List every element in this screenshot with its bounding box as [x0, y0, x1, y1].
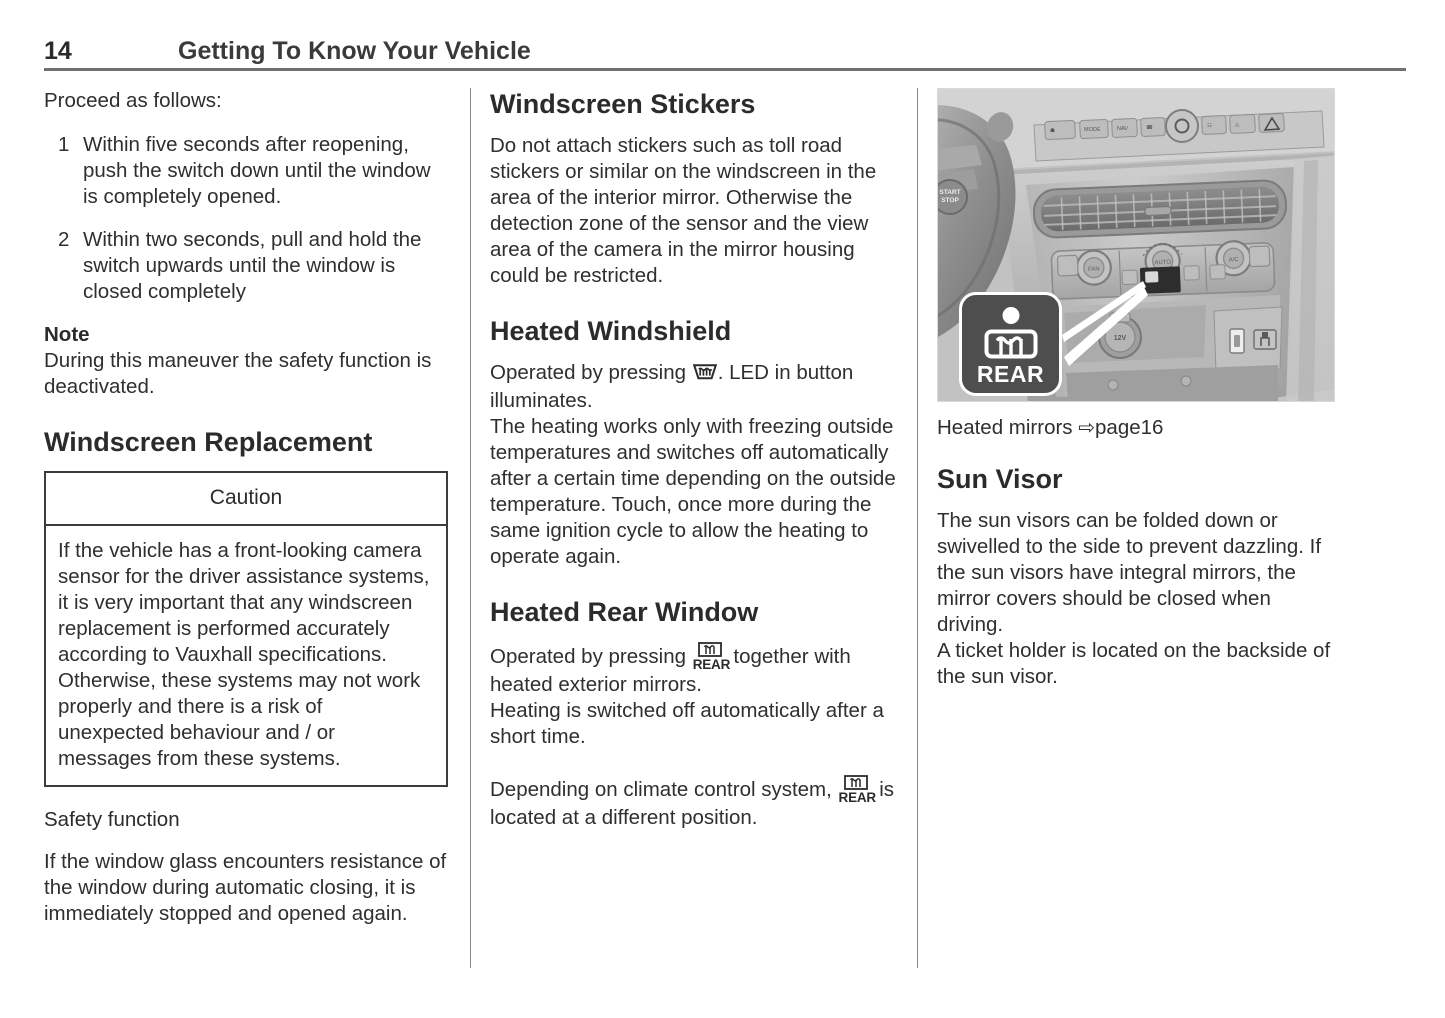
- step-text: Within two seconds, pull and hold the switch upwards until the window is closed completely: [83, 228, 422, 303]
- heated-rear-pos-post: is located at a different position.: [490, 778, 895, 829]
- heated-windshield-icon: [692, 362, 718, 388]
- section-title-heated-rear-window: Heated Rear Window: [490, 597, 759, 627]
- heated-windshield-operation-text: [490, 360, 900, 414]
- step-number: 2: [58, 228, 70, 251]
- svg-text:◬: ◬: [1235, 122, 1240, 128]
- svg-text:FAN: FAN: [1087, 266, 1100, 273]
- heated-rear-icon-label: REAR: [692, 657, 731, 672]
- svg-text:☷: ☷: [1207, 123, 1212, 129]
- console-photo: [937, 88, 1335, 402]
- safety-function-heading: Safety function: [44, 808, 180, 831]
- heated-rear-window-icon: [838, 774, 876, 805]
- step-text: Within five seconds after reopening, push the switch down until the window is completely opened.: [83, 133, 431, 208]
- header-divider: [44, 68, 1406, 71]
- heated-windshield-op-pre: Operated by pressing: [490, 361, 692, 384]
- proceed-lead-text: Proceed as follows:: [44, 89, 222, 112]
- windscreen-stickers-text: Do not attach stickers such as toll road stickers or similar on the windscreen in the area of the interior mirror. Otherwise the detection zone of the sensor and the view area of the camera in the mirror housing could be restricted.: [490, 134, 877, 287]
- list-item: [44, 227, 448, 305]
- section-title-heated-windshield: Heated Windshield: [490, 316, 732, 346]
- note-heading: Note: [44, 323, 90, 346]
- page-number: 14: [44, 37, 72, 65]
- svg-text:AUTO: AUTO: [1154, 259, 1172, 267]
- caption-page-ref[interactable]: page16: [1095, 416, 1164, 439]
- column-divider-2: [917, 88, 918, 968]
- svg-text:☎: ☎: [1146, 125, 1153, 131]
- section-title-windscreen-replacement: Windscreen Replacement: [44, 427, 373, 457]
- step-number: 1: [58, 133, 70, 156]
- svg-text:NAV: NAV: [1117, 126, 1128, 132]
- heated-windshield-op-post: . LED in button illuminates.: [490, 361, 854, 412]
- rear-defrost-callout: [959, 292, 1062, 396]
- content-column-3: [937, 88, 1341, 690]
- cross-reference-arrow-icon: ⇨: [1078, 417, 1096, 439]
- callout-label: REAR: [976, 361, 1045, 387]
- page-title: Getting To Know Your Vehicle: [178, 37, 531, 65]
- heated-rear-auto-off-text: Heating is switched off automatically after a short time.: [490, 699, 884, 748]
- svg-text:STOP: STOP: [941, 197, 959, 204]
- svg-text:12V: 12V: [1113, 335, 1127, 342]
- page-header: [44, 36, 1406, 70]
- svg-text:START: START: [939, 189, 961, 196]
- photo-caption: [937, 415, 1341, 441]
- note-text: During this maneuver the safety function is deactivated.: [44, 349, 432, 398]
- sun-visor-ticket-holder-text: A ticket holder is located on the backside of the sun visor.: [937, 639, 1331, 688]
- section-title-windscreen-stickers: Windscreen Stickers: [490, 89, 756, 119]
- section-title-sun-visor: Sun Visor: [937, 464, 1063, 494]
- svg-text:A/C: A/C: [1228, 257, 1239, 264]
- caption-pre: Heated mirrors: [937, 416, 1079, 439]
- content-column-1: [44, 88, 448, 927]
- heated-rear-pos-pre: Depending on climate control system,: [490, 778, 838, 801]
- heated-rear-op-pre: Operated by pressing: [490, 645, 692, 668]
- caution-box: [44, 471, 448, 787]
- heated-rear-window-icon: [692, 641, 731, 672]
- numbered-steps-list: [44, 132, 448, 305]
- heated-rear-operation-text: [490, 641, 900, 698]
- caution-heading: Caution: [46, 473, 446, 526]
- sun-visor-text: The sun visors can be folded down or swivelled to the side to prevent dazzling. If the sun visors have integral mirrors, the mirror covers should be closed when driving.: [937, 509, 1322, 636]
- heated-rear-position-text: [490, 774, 900, 831]
- content-column-2: [490, 88, 900, 831]
- safety-function-text: If the window glass encounters resistance of the window during automatic closing, it is immediately stopped and opened again.: [44, 850, 447, 925]
- svg-text:MODE: MODE: [1084, 127, 1101, 133]
- heated-windshield-detail-text: The heating works only with freezing outside temperatures and switches off automatically after a certain time depending on the outside temperature. Touch, once more during the same ignition cycle to allow the heating to operate again.: [490, 415, 896, 568]
- column-divider-1: [470, 88, 471, 968]
- list-item: [44, 132, 448, 210]
- caution-body-text: If the vehicle has a front-looking camera sensor for the driver assistance systems, it is very important that any windscreen replacement is performed accurately according to Vauxhall specifications. Otherwise, these systems may not work properly and there is a risk of unexpected behaviour and / or messages from these systems.: [58, 539, 430, 770]
- heated-rear-op-post: together with heated exterior mirrors.: [490, 645, 851, 696]
- led-indicator-icon: [1002, 307, 1019, 324]
- heated-rear-icon-label: REAR: [838, 790, 876, 805]
- svg-text:☗: ☗: [1050, 128, 1055, 134]
